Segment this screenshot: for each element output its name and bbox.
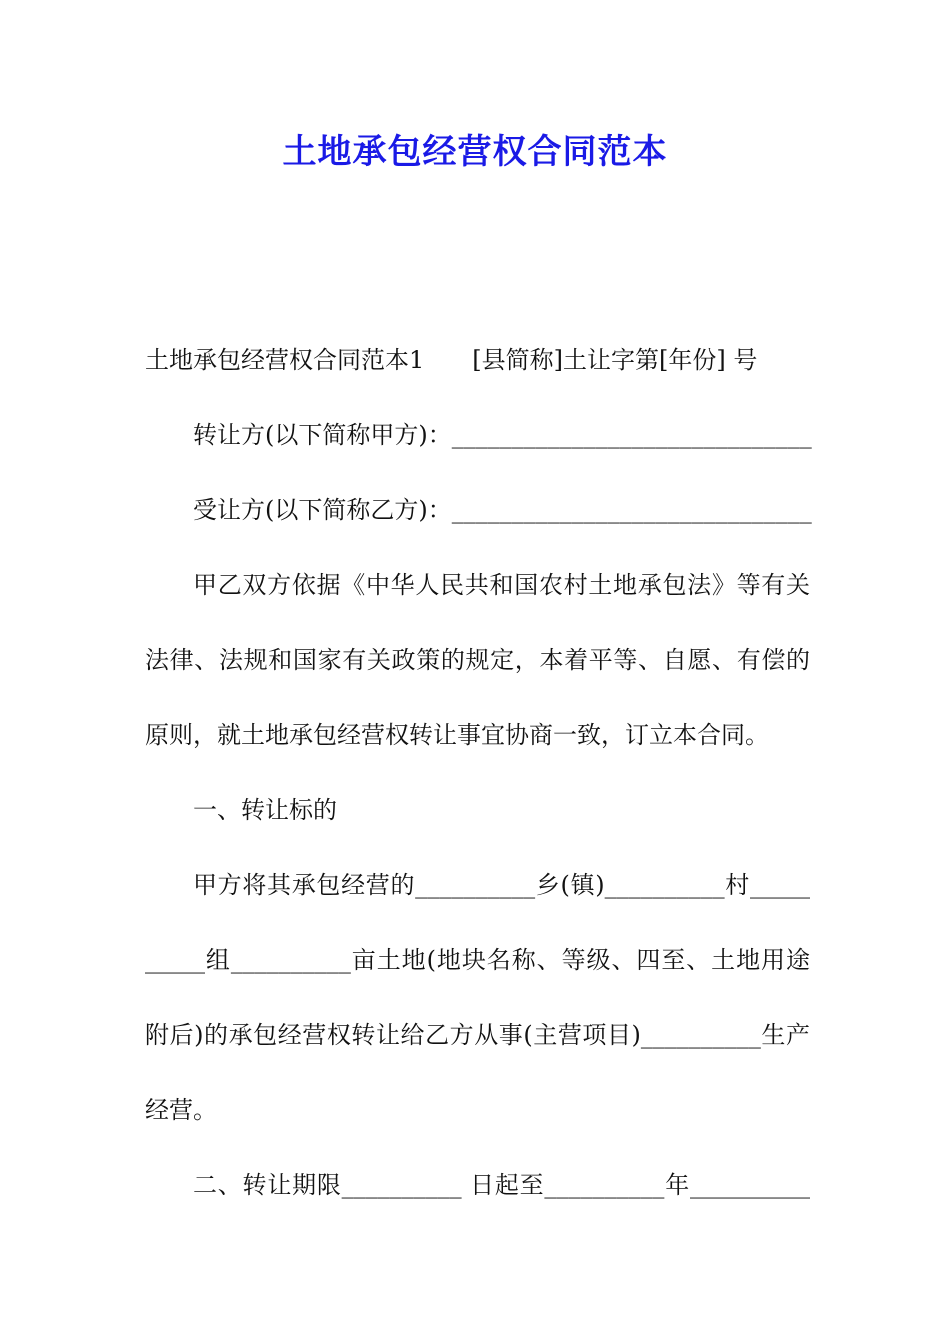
paragraph-line: _____组__________亩土地(地块名称、等级、四至、土地用途 [145, 946, 810, 974]
transferee-line: 受让方(以下简称乙方)：______________________________ [193, 496, 812, 524]
document-title: 土地承包经营权合同范本 [282, 132, 668, 172]
section-heading: 二、转让期限__________ 日起至__________年__________ [193, 1171, 810, 1199]
paragraph-line: 附后)的承包经营权转让给乙方从事(主营项目)__________生产 [145, 1021, 810, 1049]
paragraph-line: 原则，就土地承包经营权转让事宜协商一致，订立本合同。 [145, 721, 769, 749]
section-heading: 一、转让标的 [193, 796, 337, 824]
paragraph-line: 法律、法规和国家有关政策的规定，本着平等、自愿、有偿的 [145, 646, 810, 674]
paragraph-line: 甲乙双方依据《中华人民共和国农村土地承包法》等有关 [193, 571, 810, 599]
contract-number-line: 土地承包经营权合同范本1 [县简称]土让字第[年份] 号 [145, 346, 758, 374]
paragraph-line: 甲方将其承包经营的__________乡(镇)__________村_____ [193, 871, 810, 899]
transferor-line: 转让方(以下简称甲方)：______________________________ [193, 421, 812, 449]
paragraph-line: 经营。 [145, 1096, 217, 1124]
